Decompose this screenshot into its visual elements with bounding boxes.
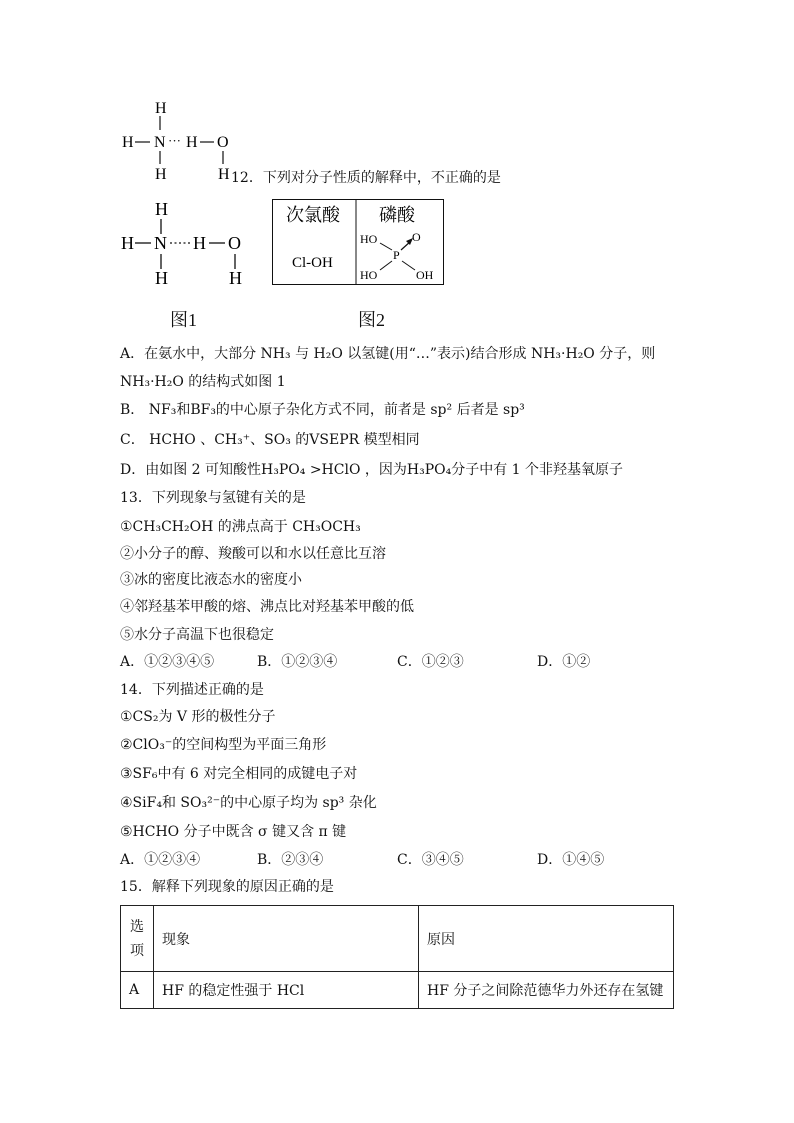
- fig1-h-top: H: [155, 199, 168, 219]
- q12-option-a-line2: NH₃·H₂O 的结构式如图 1: [120, 374, 286, 390]
- struct-o: O: [217, 134, 229, 151]
- q12-option-d: D．由如图 2 可知酸性H₃PO₄ >HClO ，因为H₃PO₄分子中有 1 个非羟基氧原子: [120, 462, 624, 478]
- q13-item-1: ①CH₃CH₂OH 的沸点高于 CH₃OCH₃: [120, 519, 361, 535]
- q13-title: 13．下列现象与氢键有关的是: [120, 490, 306, 506]
- fig1-n: N: [154, 233, 167, 253]
- struct-h-top: H: [155, 100, 167, 117]
- struct-h-bottom-o: H: [218, 166, 230, 183]
- fig1-h-mid: H: [193, 233, 206, 253]
- fig2-o-top: O: [412, 230, 421, 244]
- struct-h-bottom-n: H: [155, 166, 167, 183]
- table-cell-reason: HF 分子之间除范德华力外还存在氢键: [419, 972, 674, 1009]
- fig2-p: P: [393, 248, 400, 262]
- table-header-row: [121, 906, 674, 972]
- q14-choice-c: C．③④⑤: [397, 852, 464, 868]
- q14-item-3: ③SF₆中有 6 对完全相同的成键电子对: [120, 766, 358, 782]
- fig2-ho-bottom: HO: [360, 268, 378, 282]
- fig2-col1-formula: Cl-OH: [292, 255, 333, 271]
- q13-item-2: ②小分子的醇、羧酸可以和水以任意比互溶: [120, 546, 386, 562]
- q14-choice-d: D．①④⑤: [537, 852, 605, 868]
- q13-item-4: ④邻羟基苯甲酸的熔、沸点比对羟基苯甲酸的低: [120, 599, 414, 615]
- figure-1-structure: [116, 196, 256, 292]
- struct-n: N: [154, 134, 166, 151]
- table-header-option: 选项: [121, 906, 154, 972]
- q14-item-4: ④SiF₄和 SO₃²⁻的中心原子均为 sp³ 杂化: [120, 795, 377, 811]
- q13-item-3: ③冰的密度比液态水的密度小: [120, 572, 302, 588]
- q14-title: 14．下列描述正确的是: [120, 682, 264, 698]
- q14-item-2: ②ClO₃⁻的空间构型为平面三角形: [120, 737, 327, 753]
- struct-h-left: H: [122, 134, 134, 151]
- table-header-phenomenon: 现象: [154, 906, 419, 972]
- table-cell-option: A: [121, 972, 154, 1009]
- table-row: [121, 972, 674, 1009]
- q14-choice-b: B．②③④: [257, 852, 324, 868]
- q12-option-b: B． NF₃和BF₃的中心原子杂化方式不同，前者是 sp² 后者是 sp³: [120, 402, 525, 418]
- q13-choice-b: B．①②③④: [257, 654, 338, 670]
- q13-choice-c: C．①②③: [397, 654, 464, 670]
- q15-table: [120, 905, 674, 1009]
- q15-title: 15．解释下列现象的原因正确的是: [120, 879, 334, 895]
- fig2-ho-top: HO: [360, 232, 378, 246]
- struct-h-mid: H: [186, 134, 198, 151]
- q14-item-5: ⑤HCHO 分子中既含 σ 键又含 π 键: [120, 824, 347, 840]
- q12-option-c: C． HCHO 、CH₃⁺、SO₃ 的VSEPR 模型相同: [120, 432, 420, 448]
- q13-choice-d: D．①②: [537, 654, 591, 670]
- fig2-oh-bottom: OH: [416, 268, 434, 282]
- fig1-h-bottom-o: H: [229, 268, 242, 288]
- table-cell-phenomenon: HF 的稳定性强于 HCl: [154, 972, 419, 1009]
- q13-choice-a: A．①②③④⑤: [120, 654, 215, 670]
- fig1-h-left: H: [121, 233, 134, 253]
- struct-dots: ···: [168, 133, 181, 148]
- q14-choice-a: A．①②③④: [120, 852, 201, 868]
- q12-option-a-line1: A．在氨水中，大部分 NH₃ 与 H₂O 以氢键(用“…”表示)结合形成 NH₃·H₂O 分子，则: [120, 346, 656, 362]
- fig1-h-bottom-n: H: [155, 268, 168, 288]
- figure-1-label: 图1: [170, 310, 197, 330]
- top-ammonia-water-structure: [118, 96, 248, 186]
- q12-title: 12．下列对分子性质的解释中，不正确的是: [231, 170, 501, 186]
- q13-item-5: ⑤水分子高温下也很稳定: [120, 627, 274, 643]
- q14-item-1: ①CS₂为 V 形的极性分子: [120, 709, 276, 725]
- table-header-reason: 原因: [419, 906, 674, 972]
- figure-2-label: 图2: [358, 310, 385, 330]
- fig1-o: O: [228, 233, 241, 253]
- figure-2-acids: [272, 199, 445, 287]
- fig2-col2-header: 磷酸: [379, 205, 415, 225]
- fig2-col1-header: 次氯酸: [286, 205, 340, 225]
